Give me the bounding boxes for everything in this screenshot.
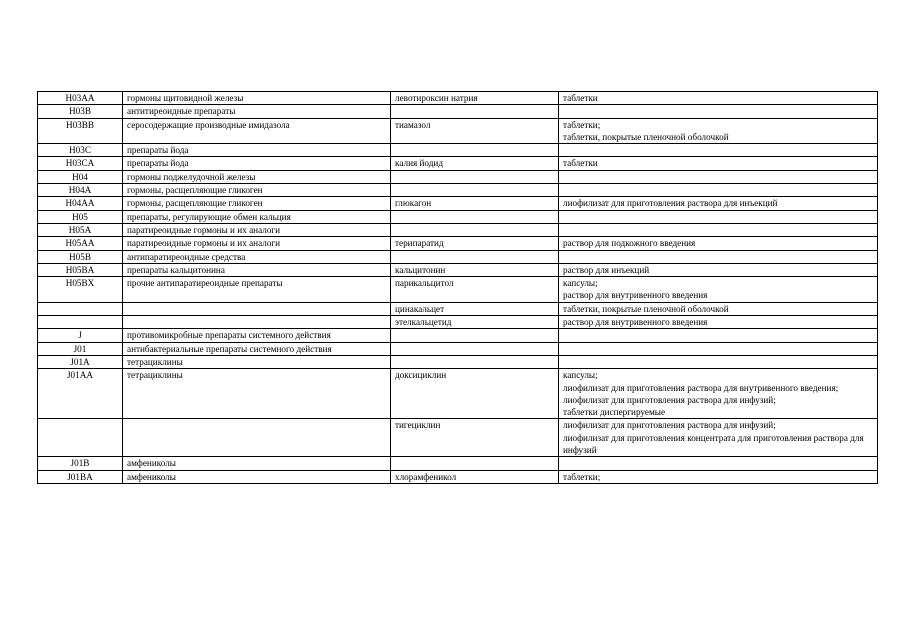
atc-code-cell: H03B (38, 105, 123, 118)
atc-code-cell: J01BA (38, 470, 123, 483)
table-row (38, 92, 878, 105)
pharmacological-group-cell (123, 419, 391, 457)
drug-name-cell (391, 355, 559, 368)
table-row (38, 355, 878, 368)
table-row (38, 277, 878, 303)
dosage-form-line: таблетки (563, 158, 598, 169)
pharmacological-group-cell: антипаратиреоидные средства (123, 250, 391, 263)
drug-name-cell: доксициклин (391, 369, 559, 419)
dosage-forms-cell (559, 118, 878, 144)
pharmacological-group-cell (123, 316, 391, 329)
drug-name-cell (391, 184, 559, 197)
dosage-form-line: таблетки (563, 93, 598, 103)
atc-code-cell: H05A (38, 223, 123, 236)
drug-name-cell: терипаратид (391, 237, 559, 250)
drug-name-cell (391, 250, 559, 263)
dosage-form-line: капсулы; (563, 370, 598, 381)
drug-name-cell (391, 170, 559, 183)
dosage-form-line: лиофилизат для приготовления концентрата для приготовления раствора для инфузий (563, 432, 864, 456)
dosage-forms-cell (559, 342, 878, 355)
atc-code-cell: J01A (38, 355, 123, 368)
pharmacological-group-cell: антибактериальные препараты системного действия (123, 342, 391, 355)
drug-name-cell (391, 144, 559, 157)
table-row (38, 316, 878, 329)
table-row (38, 470, 878, 483)
drug-name-cell (391, 223, 559, 236)
dosage-form-line: таблетки, покрытые пленочной оболочкой (563, 303, 729, 314)
dosage-form-line: раствор для инъекций (563, 264, 650, 275)
dosage-forms-cell (559, 263, 878, 276)
drug-name-cell: калия йодид (391, 157, 559, 170)
pharmacological-group-cell: гормоны, расщепляющие гликоген (123, 197, 391, 210)
pharmacological-group-cell: препараты, регулирующие обмен кальция (123, 210, 391, 223)
drug-name-cell: этелкальцетид (391, 316, 559, 329)
dosage-forms-cell (559, 105, 878, 118)
pharmacological-group-cell: препараты йода (123, 144, 391, 157)
drug-name-cell (391, 210, 559, 223)
dosage-forms-cell (559, 157, 878, 170)
pharmacological-group-cell: амфениколы (123, 470, 391, 483)
table-row (38, 263, 878, 276)
table-row (38, 250, 878, 263)
table-row (38, 170, 878, 183)
dosage-forms-cell (559, 470, 878, 483)
table-row (38, 302, 878, 315)
dosage-form-line: капсулы; (563, 278, 598, 289)
drug-name-cell: парикальцитол (391, 277, 559, 303)
dosage-forms-cell (559, 277, 878, 303)
pharmacological-group-cell: тетрациклины (123, 369, 391, 419)
drug-name-cell: цинакальцет (391, 302, 559, 315)
dosage-forms-cell (559, 329, 878, 342)
drug-name-cell: левотироксин натрия (391, 92, 559, 105)
dosage-form-line: таблетки; (563, 119, 601, 130)
table-row (38, 419, 878, 457)
table-row (38, 197, 878, 210)
dosage-forms-cell (559, 144, 878, 157)
dosage-forms-cell (559, 316, 878, 329)
atc-code-cell: J01AA (38, 369, 123, 419)
pharmacological-group-cell: амфениколы (123, 457, 391, 470)
pharmacological-group-cell: прочие антипаратиреоидные препараты (123, 277, 391, 303)
pharmacological-group-cell: антитиреоидные препараты (123, 105, 391, 118)
atc-code-cell: H05AA (38, 237, 123, 250)
pharmacological-group-cell (123, 302, 391, 315)
atc-code-cell: H03CA (38, 157, 123, 170)
atc-code-cell (38, 316, 123, 329)
table-body (38, 92, 878, 484)
pharmacological-group-cell: гормоны щитовидной железы (123, 92, 391, 105)
table-row (38, 144, 878, 157)
dosage-forms-cell (559, 92, 878, 105)
atc-code-cell (38, 419, 123, 457)
dosage-form-line: лиофилизат для приготовления раствора для внутривенного введения; (563, 382, 839, 393)
pharmacological-group-cell: противомикробные препараты системного действия (123, 329, 391, 342)
dosage-forms-cell (559, 237, 878, 250)
table-row (38, 118, 878, 144)
dosage-forms-cell (559, 223, 878, 236)
dosage-form-line: таблетки диспергируемые (563, 407, 666, 418)
drug-name-cell (391, 105, 559, 118)
dosage-form-line: лиофилизат для приготовления раствора для инфузий; (563, 394, 776, 405)
drug-name-cell: кальцитонин (391, 263, 559, 276)
pharmacological-group-cell: гормоны поджелудочной железы (123, 170, 391, 183)
atc-code-cell: H04AA (38, 197, 123, 210)
drug-name-cell (391, 457, 559, 470)
dosage-form-line: таблетки; (563, 471, 601, 482)
table-row (38, 223, 878, 236)
atc-code-cell: J01B (38, 457, 123, 470)
pharmacological-group-cell: паратиреоидные гормоны и их аналоги (123, 237, 391, 250)
table-row (38, 157, 878, 170)
dosage-forms-cell (559, 184, 878, 197)
dosage-form-line: раствор для подкожного введения (563, 238, 696, 249)
dosage-forms-cell (559, 302, 878, 315)
atc-code-cell: H04 (38, 170, 123, 183)
table-row (38, 369, 878, 419)
dosage-form-line: лиофилизат для приготовления раствора для инъекций (563, 198, 778, 209)
atc-code-cell: H03AA (38, 92, 123, 105)
atc-code-cell: J (38, 329, 123, 342)
drug-name-cell: тигециклин (391, 419, 559, 457)
dosage-forms-cell (559, 369, 878, 419)
dosage-forms-cell (559, 197, 878, 210)
pharmacological-group-cell: серосодержащие производные имидазола (123, 118, 391, 144)
atc-code-cell (38, 302, 123, 315)
drug-name-cell: глюкагон (391, 197, 559, 210)
dosage-forms-cell (559, 250, 878, 263)
table-row (38, 184, 878, 197)
drug-name-cell (391, 342, 559, 355)
drug-registry-table (37, 91, 878, 484)
table-row (38, 457, 878, 470)
atc-code-cell: J01 (38, 342, 123, 355)
dosage-forms-cell (559, 457, 878, 470)
dosage-form-line: раствор для внутривенного введения (563, 290, 708, 301)
dosage-forms-cell (559, 355, 878, 368)
drug-name-cell (391, 329, 559, 342)
drug-name-cell: тиамазол (391, 118, 559, 144)
atc-code-cell: H04A (38, 184, 123, 197)
atc-code-cell: H03BB (38, 118, 123, 144)
table-row (38, 329, 878, 342)
pharmacological-group-cell: гормоны, расщепляющие гликоген (123, 184, 391, 197)
atc-code-cell: H03C (38, 144, 123, 157)
table-row (38, 342, 878, 355)
atc-code-cell: H05BA (38, 263, 123, 276)
dosage-form-line: раствор для внутривенного введения (563, 317, 708, 328)
pharmacological-group-cell: препараты йода (123, 157, 391, 170)
dosage-forms-cell (559, 210, 878, 223)
table-row (38, 210, 878, 223)
pharmacological-group-cell: паратиреоидные гормоны и их аналоги (123, 223, 391, 236)
table-row (38, 237, 878, 250)
drug-name-cell: хлорамфеникол (391, 470, 559, 483)
pharmacological-group-cell: тетрациклины (123, 355, 391, 368)
atc-code-cell: H05BX (38, 277, 123, 303)
dosage-form-line: таблетки, покрытые пленочной оболочкой (563, 131, 729, 142)
table-row (38, 105, 878, 118)
dosage-form-line: лиофилизат для приготовления раствора для инфузий; (563, 420, 776, 431)
dosage-forms-cell (559, 170, 878, 183)
dosage-forms-cell (559, 419, 878, 457)
atc-code-cell: H05B (38, 250, 123, 263)
atc-code-cell: H05 (38, 210, 123, 223)
pharmacological-group-cell: препараты кальцитонина (123, 263, 391, 276)
